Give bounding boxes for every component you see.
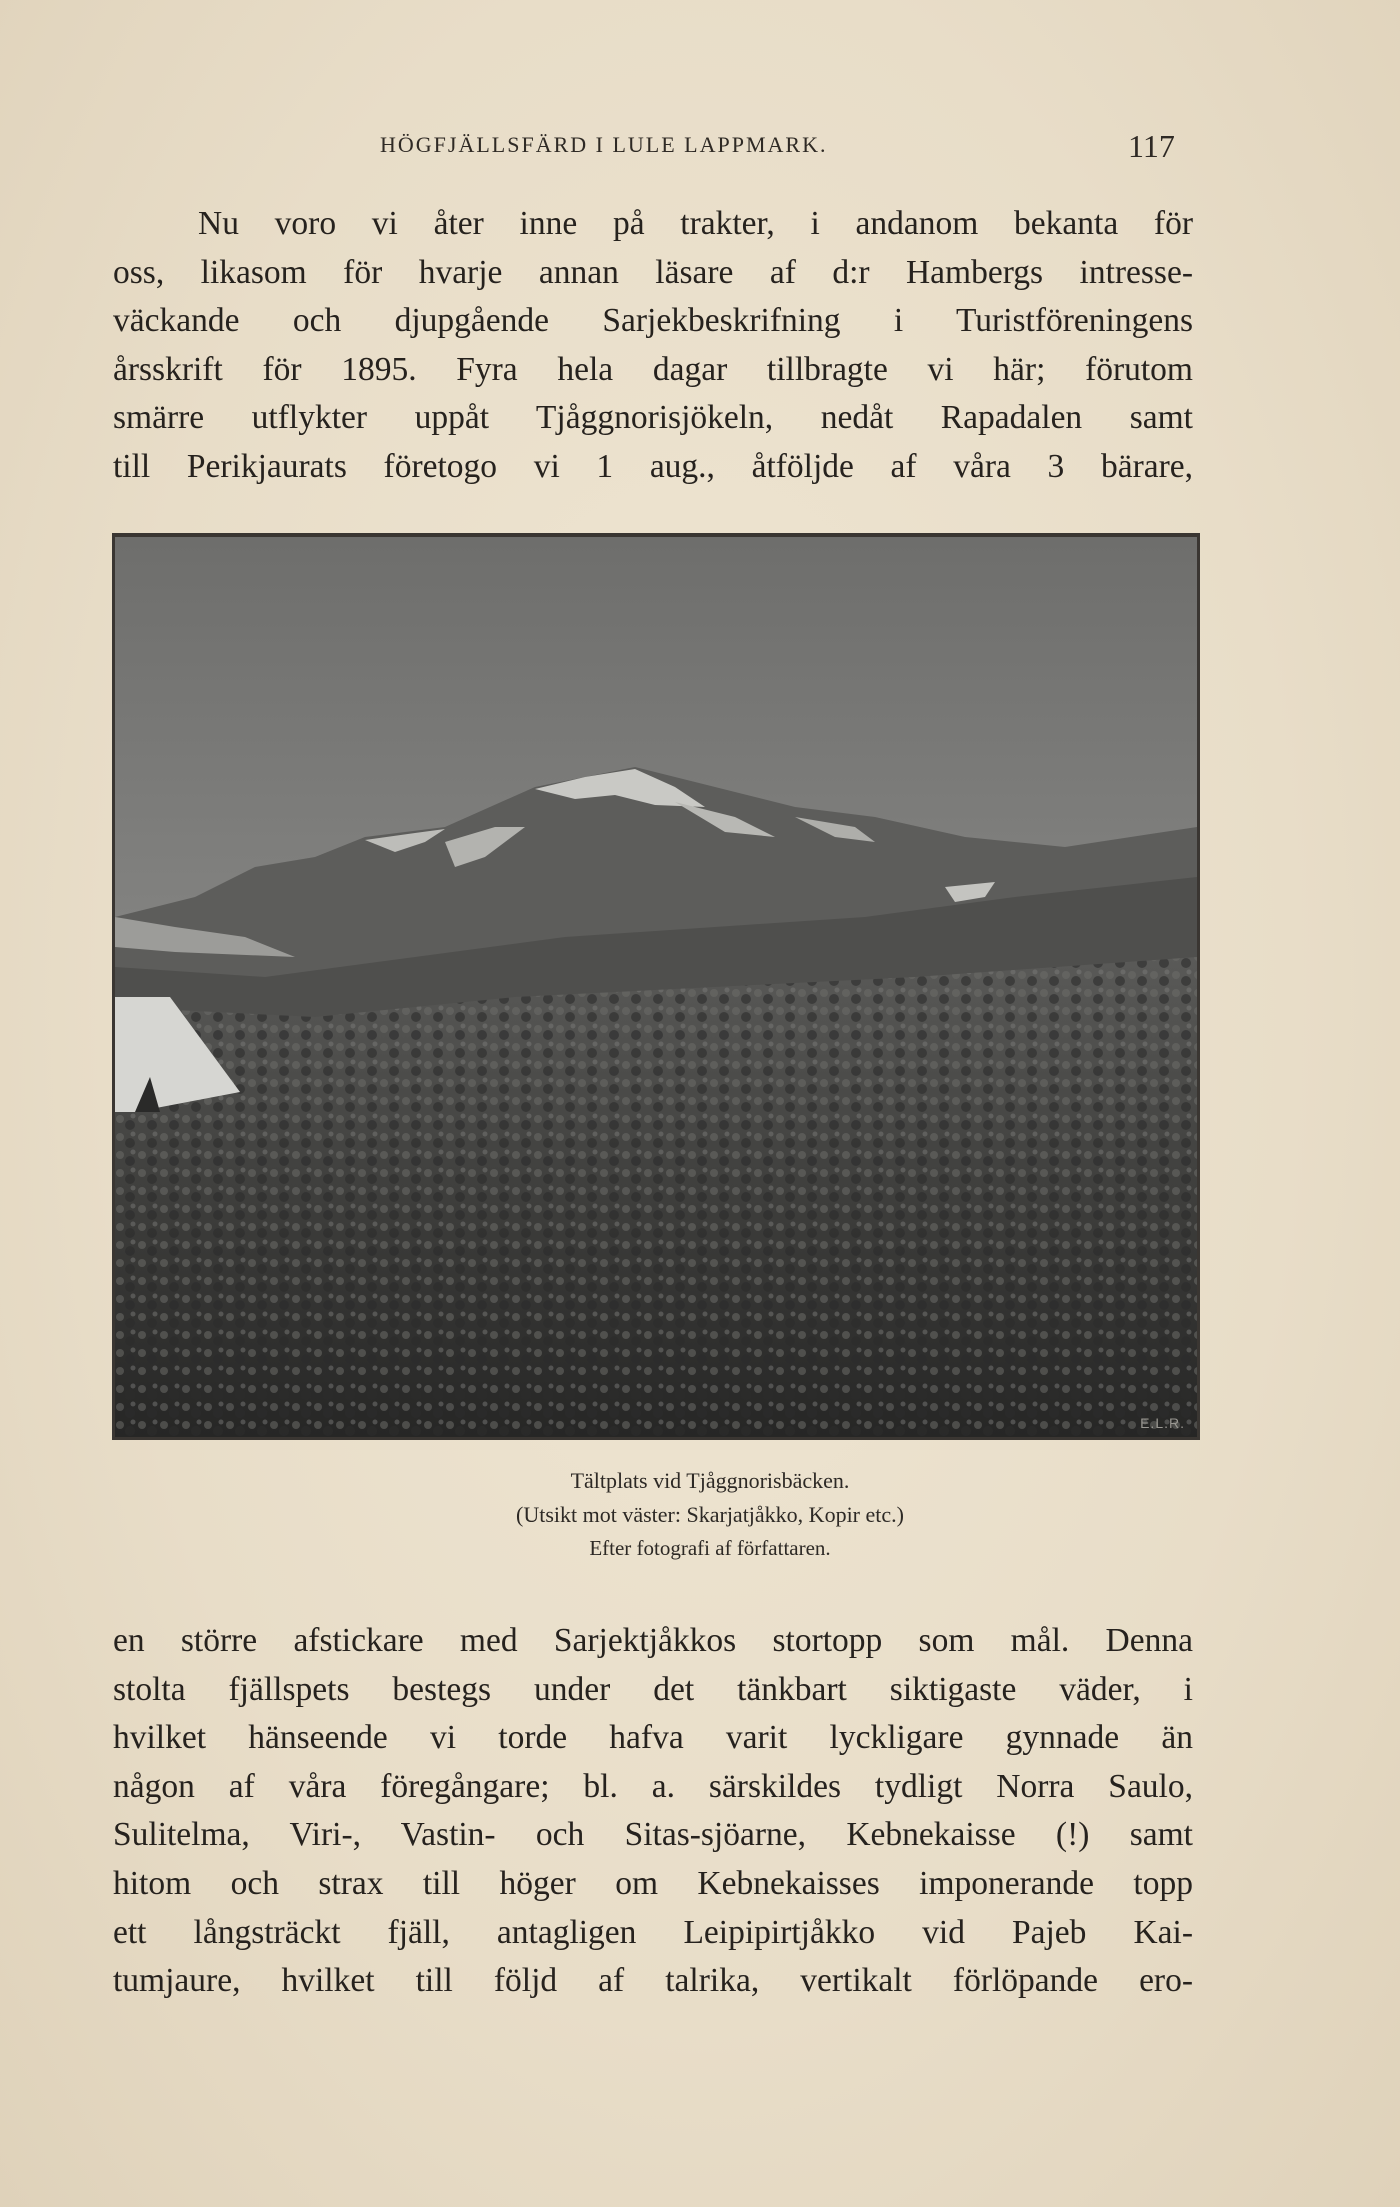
text-line: tumjaure, hvilket till följd af talrika, vertikalt förlöpande ero- [113, 1962, 1193, 2000]
paragraph-top [113, 200, 1193, 492]
text-line: årsskrift för 1895. Fyra hela dagar tillbragte vi här; förutom [113, 350, 1193, 388]
text-line: Nu voro vi åter inne på trakter, i andanom bekanta för [198, 205, 1193, 242]
text-line: ett långsträckt fjäll, antagligen Leipipirtjåkko vid Pajeb Kai- [113, 1913, 1193, 1951]
text-line: stolta fjällspets bestegs under det tänkbart siktigaste väder, i [113, 1670, 1193, 1708]
figure-caption-credit: Efter fotografi af författaren. [589, 1536, 831, 1560]
text-line: Sulitelma, Viri-, Vastin- och Sitas-sjöarne, Kebnekaisse (!) samt [113, 1816, 1193, 1854]
page-number: 117 [1128, 128, 1175, 164]
mountain-landscape-photo [115, 537, 1197, 1437]
text-line: hitom och strax till höger om Kebnekaisses imponerande topp [113, 1864, 1193, 1902]
text-line: till Perikjaurats företogo vi 1 aug., åtföljde af våra 3 bärare, [113, 447, 1193, 485]
text-line: någon af våra föregångare; bl. a. särskildes tydligt Norra Saulo, [113, 1767, 1193, 1805]
photograph-plate [112, 533, 1200, 1440]
running-head: HÖGFJÄLLSFÄRD I LULE LAPPMARK. [380, 132, 828, 157]
figure-caption-title: Tältplats vid Tjåggnorisbäcken. [570, 1468, 850, 1493]
photographer-initials: E.L.R. [1140, 1415, 1185, 1431]
text-line: väckande och djupgående Sarjekbeskrifning i Turistföreningens [113, 302, 1193, 340]
figure-caption-subtitle: (Utsikt mot väster: Skarjatjåkko, Kopir etc.) [516, 1502, 904, 1527]
text-line: hvilket hänseende vi torde hafva varit lyckligare gynnade än [113, 1719, 1193, 1757]
text-line: oss, likasom för hvarje annan läsare af d:r Hambergs intresse- [113, 253, 1193, 291]
paragraph-bottom [113, 1617, 1193, 2006]
text-line: smärre utflykter uppåt Tjåggnorisjökeln, nedåt Rapadalen samt [113, 399, 1193, 437]
text-line: en större afstickare med Sarjektjåkkos stortopp som mål. Denna [113, 1622, 1193, 1659]
